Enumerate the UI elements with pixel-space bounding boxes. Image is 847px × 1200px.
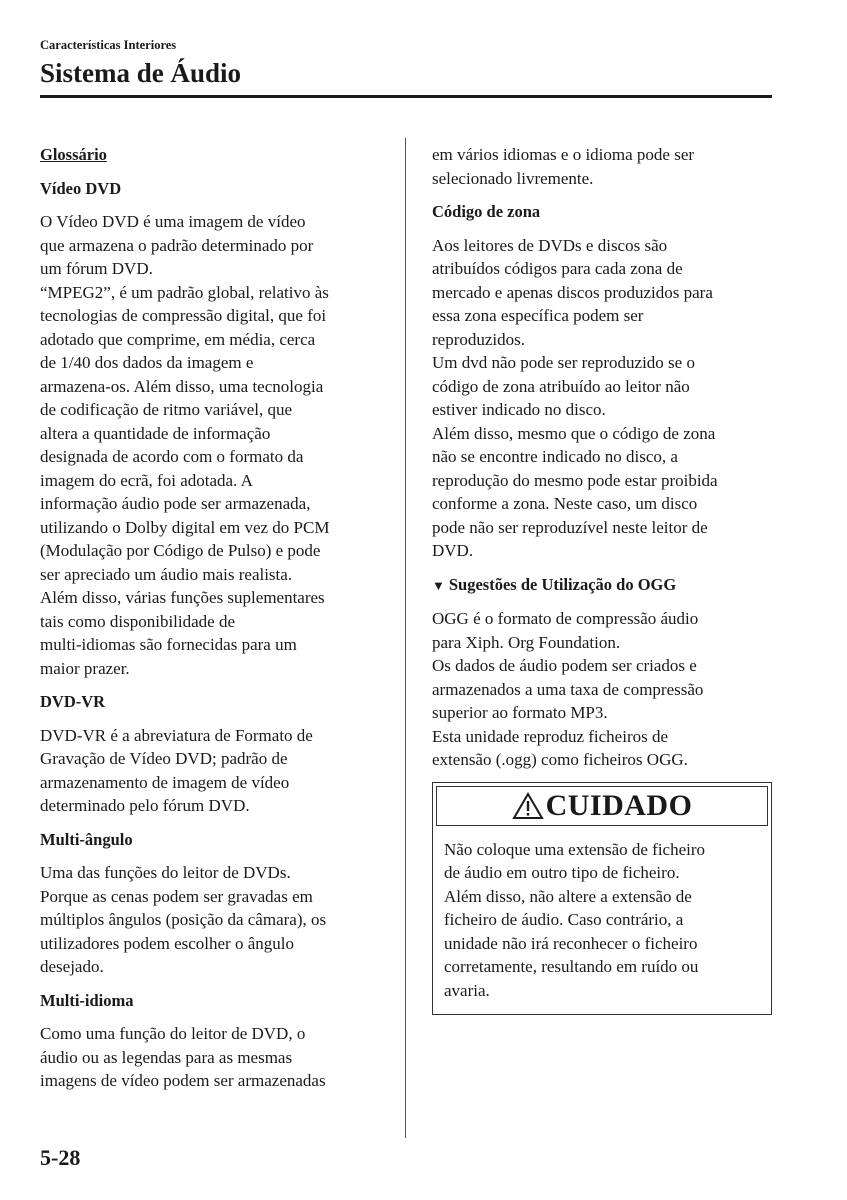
left-column <box>40 143 395 1103</box>
column-divider <box>405 138 406 1138</box>
warning-triangle-icon <box>512 792 544 820</box>
triangle-down-icon: ▼ <box>432 577 445 593</box>
ogg-text: OGG é o formato de compressão áudio para Xiph. Org Foundation. Os dados de áudio podem ser criados e armazenados a uma taxa de compressão superior ao formato MP3. Esta unidade reproduz ficheiros de extensão (.ogg) como ficheiros OGG. <box>432 609 704 769</box>
glossary-heading: Glossário <box>40 145 107 164</box>
zone-code-heading: Código de zona <box>432 202 541 221</box>
multi-language-text: Como uma função do leitor de DVD, o áudio ou as legendas para as mesmas imagens de vídeo podem ser armazenadas <box>40 1024 326 1090</box>
multi-language-heading: Multi-idioma <box>40 990 134 1010</box>
caution-header <box>436 786 768 826</box>
dvd-vr-text: DVD-VR é a abreviatura de Formato de Gravação de Vídeo DVD; padrão de armazenamento de imagem de vídeo determinado pelo fórum DVD. <box>40 725 313 815</box>
video-dvd-text: O Vídeo DVD é uma imagem de vídeo que armazena o padrão determinado por um fórum DVD. “MPEG2”, é um padrão global, relativo às tecnologias de compressão digital, que foi adotado que comprime, em média, cerca de 1/40 dos dados da imagem e armazena-os. Além disso, uma tecnologia de codificação de ritmo variável, que altera a quantidade de informação designada de acordo com o formato da imagem do ecrã, foi adotada. A informação áudio pode ser armazenada, utilizando o Dolby digital em vez do PCM (Modulação por Código de Pulso) e pode ser apreciado um áudio mais realista. Além disso, várias funções suplementares tais como disponibilidade de multi-idiomas são fornecidas para um maior prazer. <box>40 212 330 678</box>
caution-text: Não coloque uma extensão de ficheiro de áudio em outro tipo de ficheiro. Além disso, não altere a extensão de ficheiro de áudio. Caso contrário, a unidade não irá reconhecer o ficheiro corretamente, resultando em ruído ou avaria. <box>444 839 706 1000</box>
multi-angle-heading: Multi-ângulo <box>40 829 133 849</box>
ogg-heading <box>432 573 772 598</box>
multi-angle-text: Uma das funções do leitor de DVDs. Porque as cenas podem ser gravadas em múltiplos ângulos (posição da câmara), os utilizadores podem escolher o ângulo desejado. <box>40 863 327 976</box>
page-title: Sistema de Áudio <box>40 58 242 88</box>
video-dvd-heading: Vídeo DVD <box>40 178 122 198</box>
zone-code-text: Aos leitores de DVDs e discos são atribuídos códigos para cada zona de mercado e apenas discos produzidos para essa zona específica podem ser reproduzidos. Um dvd não pode ser reproduzido se o código de zona atribuído ao leitor não estiver indicado no disco. Além disso, mesmo que o código de zona não se encontre indicado no disco, a reprodução do mesmo pode estar proibida conforme a zona. Neste caso, um disco pode não ser reproduzível neste leitor de DVD. <box>432 235 718 560</box>
dvd-vr-heading: DVD-VR <box>40 692 106 711</box>
header-rule <box>40 95 772 98</box>
caution-box <box>432 782 772 1016</box>
page-number: 5-28 <box>40 1145 81 1170</box>
right-column <box>432 143 772 1015</box>
caution-title: CUIDADO <box>545 788 693 822</box>
ogg-heading-label: Sugestões de Utilização do OGG <box>448 574 677 594</box>
multi-language-continued-text: em vários idiomas e o idioma pode ser selecionado livremente. <box>432 145 695 188</box>
header-section-label: Características Interiores <box>40 38 177 52</box>
